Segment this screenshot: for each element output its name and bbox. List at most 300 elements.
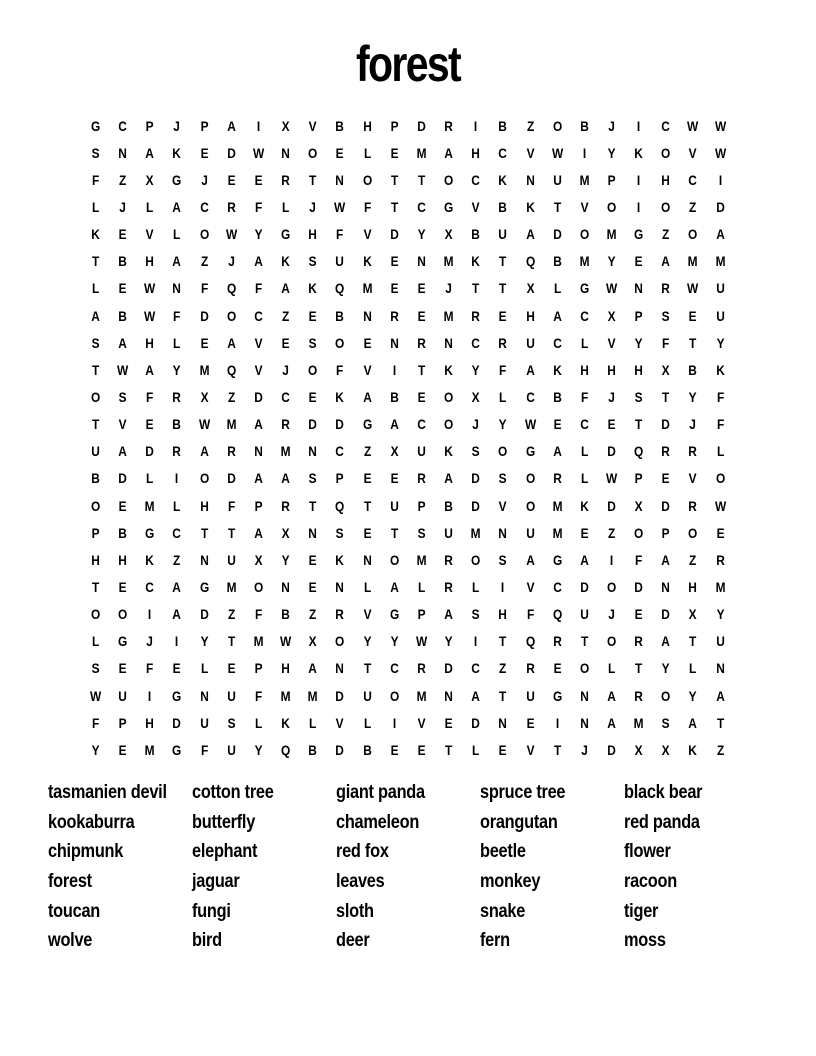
grid-letter: W (687, 117, 699, 134)
grid-letter: G (579, 280, 590, 297)
grid-letter: A (525, 361, 535, 378)
grid-letter: D (580, 578, 589, 595)
grid-letter: T (499, 633, 507, 650)
word-list-row (48, 897, 768, 927)
grid-letter: L (254, 714, 263, 731)
grid-letter: E (498, 307, 507, 324)
grid-letter: V (526, 578, 535, 595)
grid-letter: D (471, 470, 481, 487)
grid-letter: A (580, 551, 589, 568)
grid-letter: A (661, 551, 671, 568)
grid-letter: S (471, 606, 480, 623)
grid-letter: X (281, 524, 290, 541)
grid-letter: W (551, 144, 563, 161)
grid-letter: H (580, 361, 589, 378)
grid-letter: Y (390, 633, 399, 650)
word-item: wolve (48, 930, 93, 952)
grid-letter: B (118, 307, 128, 324)
grid-letter: Y (689, 388, 697, 405)
grid-letter: D (335, 741, 345, 758)
grid-letter: T (635, 660, 643, 677)
grid-letter: R (417, 660, 426, 677)
grid-letter: U (525, 334, 535, 351)
grid-letter: X (471, 388, 480, 405)
grid-letter: Z (173, 551, 181, 568)
grid-letter: T (580, 633, 589, 650)
grid-letter: E (417, 388, 426, 405)
grid-letter: O (606, 633, 617, 650)
grid-letter: R (498, 334, 508, 351)
grid-letter: F (227, 497, 235, 514)
word-item: red panda (624, 811, 700, 833)
grid-letter: D (308, 416, 318, 433)
word-item: orangutan (480, 811, 558, 833)
grid-letter: M (470, 524, 481, 541)
grid-letter: A (552, 443, 562, 460)
grid-letter: V (363, 226, 372, 243)
grid-row (82, 546, 734, 573)
grid-letter: T (390, 524, 398, 541)
grid-letter: L (173, 226, 181, 243)
grid-letter: H (661, 171, 671, 188)
grid-letter: D (227, 470, 236, 487)
grid-letter: I (637, 171, 641, 188)
grid-letter: S (227, 714, 236, 731)
word-item: black bear (624, 781, 703, 803)
grid-letter: K (281, 253, 290, 270)
grid-letter: E (689, 307, 697, 324)
grid-letter: L (553, 280, 561, 297)
grid-letter: E (200, 334, 209, 351)
word-item: tiger (624, 900, 659, 922)
grid-letter: A (254, 416, 263, 433)
grid-letter: O (525, 497, 535, 514)
grid-letter: L (91, 280, 100, 297)
grid-letter: P (200, 117, 209, 134)
grid-letter: L (607, 660, 616, 677)
grid-letter: O (634, 524, 644, 541)
grid-letter: R (688, 497, 698, 514)
grid-letter: G (362, 416, 372, 433)
grid-letter: C (471, 334, 481, 351)
grid-letter: O (688, 524, 698, 541)
grid-letter: E (390, 253, 399, 270)
grid-letter: A (227, 117, 236, 134)
grid-letter: Q (281, 741, 291, 758)
grid-letter: N (254, 443, 263, 460)
grid-letter: F (146, 660, 154, 677)
grid-letter: I (148, 687, 152, 704)
grid-letter: E (145, 416, 154, 433)
grid-letter: O (552, 117, 562, 134)
grid-letter: Q (634, 443, 644, 460)
grid-letter: Z (363, 443, 371, 460)
grid-letter: D (118, 470, 128, 487)
grid-letter: Q (552, 606, 562, 623)
grid-letter: I (582, 144, 587, 161)
grid-letter: V (336, 714, 344, 731)
grid-letter: O (661, 144, 671, 161)
grid-letter: W (714, 497, 726, 514)
grid-letter: J (445, 280, 452, 297)
grid-letter: W (687, 280, 699, 297)
grid-letter: T (553, 741, 561, 758)
grid-letter: K (444, 361, 453, 378)
grid-letter: F (254, 198, 263, 215)
grid-letter: B (498, 198, 508, 215)
grid-letter: X (634, 741, 643, 758)
grid-letter: H (688, 578, 698, 595)
grid-letter: X (444, 226, 453, 243)
grid-letter: S (471, 443, 480, 460)
grid-letter: F (91, 171, 100, 188)
grid-letter: Y (91, 741, 100, 758)
grid-letter: G (525, 443, 535, 460)
grid-letter: D (471, 497, 481, 514)
grid-letter: D (254, 388, 263, 405)
grid-letter: X (281, 117, 290, 134)
grid-letter: P (390, 117, 399, 134)
grid-letter: C (525, 388, 535, 405)
grid-letter: A (172, 253, 182, 270)
grid-letter: D (607, 443, 616, 460)
grid-letter: C (552, 334, 562, 351)
grid-letter: H (118, 551, 128, 568)
grid-letter: F (146, 388, 154, 405)
grid-letter: M (688, 253, 698, 270)
grid-letter: O (525, 470, 535, 487)
grid-letter: V (580, 198, 589, 215)
grid-letter: O (661, 687, 671, 704)
grid-letter: A (118, 443, 128, 460)
grid-letter: N (308, 524, 318, 541)
grid-letter: F (173, 307, 181, 324)
grid-letter: A (145, 144, 155, 161)
grid-letter: R (688, 443, 698, 460)
grid-letter: N (444, 687, 453, 704)
grid-letter: Y (281, 551, 290, 568)
grid-letter: T (363, 660, 371, 677)
grid-letter: P (254, 497, 263, 514)
grid-letter: E (227, 171, 236, 188)
grid-letter: Z (689, 551, 697, 568)
grid-letter: F (363, 198, 371, 215)
grid-letter: S (118, 388, 127, 405)
word-item: butterfly (192, 811, 256, 833)
grid-letter: H (199, 497, 209, 514)
word-list-row (48, 837, 768, 867)
grid-letter: D (227, 144, 236, 161)
grid-row (82, 465, 734, 492)
grid-letter: N (498, 524, 508, 541)
grid-letter: F (200, 280, 208, 297)
grid-letter: F (91, 714, 100, 731)
grid-letter: E (526, 714, 535, 731)
grid-row (82, 438, 734, 465)
grid-letter: G (145, 524, 155, 541)
grid-letter: B (552, 253, 562, 270)
grid-letter: E (661, 470, 670, 487)
grid-letter: H (471, 144, 481, 161)
grid-letter: O (118, 606, 128, 623)
grid-letter: N (335, 660, 345, 677)
grid-letter: L (146, 198, 154, 215)
grid-letter: O (253, 578, 264, 595)
grid-letter: G (172, 171, 182, 188)
grid-letter: I (609, 551, 614, 568)
grid-letter: F (716, 388, 724, 405)
grid-letter: E (308, 551, 317, 568)
grid-letter: E (607, 416, 616, 433)
grid-letter: V (363, 361, 372, 378)
grid-letter: L (91, 198, 100, 215)
grid-letter: O (308, 361, 318, 378)
word-item: chipmunk (48, 841, 124, 863)
grid-letter: Z (227, 606, 235, 623)
grid-letter: P (634, 470, 643, 487)
grid-letter: R (172, 443, 182, 460)
grid-letter: A (525, 551, 535, 568)
grid-letter: F (336, 361, 344, 378)
grid-letter: O (199, 470, 209, 487)
grid-letter: A (254, 470, 263, 487)
grid-letter: P (634, 307, 643, 324)
grid-letter: D (661, 416, 671, 433)
grid-letter: Z (716, 741, 724, 758)
grid-letter: E (200, 144, 209, 161)
grid-row (82, 248, 734, 275)
grid-letter: S (417, 524, 426, 541)
grid-letter: Y (471, 361, 480, 378)
grid-letter: V (145, 226, 154, 243)
grid-letter: D (715, 198, 725, 215)
grid-letter: V (254, 361, 263, 378)
grid-letter: R (552, 633, 562, 650)
grid-letter: O (335, 334, 345, 351)
grid-letter: I (637, 198, 641, 215)
grid-letter: S (308, 470, 317, 487)
grid-letter: L (472, 578, 480, 595)
grid-row (82, 736, 734, 763)
grid-letter: S (308, 334, 317, 351)
grid-letter: P (91, 524, 100, 541)
grid-letter: Z (662, 226, 670, 243)
grid-letter: A (661, 253, 671, 270)
grid-letter: B (91, 470, 100, 487)
grid-letter: H (498, 606, 508, 623)
grid-letter: L (363, 144, 371, 161)
grid-letter: S (336, 524, 344, 541)
grid-letter: D (444, 660, 453, 677)
grid-letter: J (608, 117, 615, 134)
grid-letter: R (444, 117, 453, 134)
grid-letter: T (309, 497, 317, 514)
grid-letter: O (90, 606, 101, 623)
grid-letter: Q (226, 361, 236, 378)
grid-letter: V (363, 606, 372, 623)
grid-letter: P (145, 117, 154, 134)
grid-letter: K (145, 551, 155, 568)
grid-letter: N (580, 687, 589, 704)
word-item: bird (192, 930, 222, 952)
grid-letter: L (417, 578, 426, 595)
grid-row (82, 112, 734, 139)
grid-letter: S (91, 334, 100, 351)
grid-letter: P (607, 171, 616, 188)
grid-letter: B (335, 307, 345, 324)
grid-letter: A (607, 714, 616, 731)
grid-letter: C (389, 660, 399, 677)
word-list-row (48, 867, 768, 897)
word-item: flower (624, 841, 671, 863)
grid-letter: K (552, 361, 562, 378)
word-item: red fox (336, 841, 389, 863)
grid-letter: X (634, 497, 643, 514)
grid-letter: Y (716, 606, 725, 623)
grid-row (82, 709, 734, 736)
grid-letter: E (498, 741, 507, 758)
grid-letter: A (688, 714, 698, 731)
grid-letter: U (552, 171, 562, 188)
grid-letter: D (335, 687, 345, 704)
grid-letter: L (282, 198, 290, 215)
grid-letter: E (390, 470, 399, 487)
grid-letter: C (661, 117, 671, 134)
grid-letter: W (198, 416, 210, 433)
grid-letter: H (362, 117, 372, 134)
grid-letter: N (172, 280, 182, 297)
grid-letter: Y (444, 633, 453, 650)
grid-letter: M (362, 280, 373, 297)
grid-letter: M (715, 578, 726, 595)
grid-letter: T (635, 416, 643, 433)
grid-letter: H (145, 714, 155, 731)
grid-letter: F (635, 551, 643, 568)
grid-letter: H (525, 307, 535, 324)
grid-letter: T (91, 416, 100, 433)
grid-letter: W (334, 198, 346, 215)
grid-letter: O (443, 171, 454, 188)
grid-letter: W (714, 144, 726, 161)
grid-letter: T (499, 253, 507, 270)
grid-letter: S (308, 253, 317, 270)
grid-letter: R (661, 280, 671, 297)
grid-letter: J (119, 198, 127, 215)
grid-letter: M (226, 578, 237, 595)
grid-letter: P (417, 606, 426, 623)
grid-letter: M (226, 416, 237, 433)
grid-letter: E (118, 497, 127, 514)
grid-letter: G (199, 578, 209, 595)
grid-letter: X (145, 171, 154, 188)
grid-letter: K (91, 226, 100, 243)
grid-letter: W (605, 470, 618, 487)
grid-letter: A (552, 307, 562, 324)
grid-letter: X (661, 361, 670, 378)
grid-letter: Y (634, 334, 643, 351)
grid-letter: G (552, 687, 562, 704)
grid-letter: O (661, 198, 671, 215)
grid-letter: A (172, 198, 182, 215)
grid-letter: O (199, 226, 209, 243)
grid-letter: N (281, 578, 290, 595)
grid-letter: K (525, 198, 535, 215)
grid-letter: K (362, 253, 372, 270)
grid-letter: L (716, 443, 724, 460)
word-list-row (48, 778, 768, 808)
grid-letter: A (444, 144, 453, 161)
grid-letter: E (308, 578, 317, 595)
grid-letter: R (634, 687, 644, 704)
grid-letter: F (716, 416, 724, 433)
grid-letter: A (281, 470, 290, 487)
grid-letter: P (254, 660, 263, 677)
grid-letter: T (309, 171, 317, 188)
grid-letter: R (227, 198, 236, 215)
grid-letter: M (443, 307, 454, 324)
grid-letter: A (118, 334, 128, 351)
grid-letter: A (254, 253, 263, 270)
grid-letter: Y (363, 633, 372, 650)
grid-letter: I (256, 117, 261, 134)
grid-letter: G (281, 226, 291, 243)
grid-letter: W (605, 280, 618, 297)
grid-letter: M (144, 741, 155, 758)
grid-letter: M (715, 253, 726, 270)
grid-letter: C (580, 416, 589, 433)
grid-letter: W (252, 144, 265, 161)
grid-letter: T (363, 497, 371, 514)
grid-letter: K (335, 551, 345, 568)
grid-letter: R (634, 633, 644, 650)
grid-letter: E (254, 171, 263, 188)
grid-letter: A (281, 280, 290, 297)
grid-letter: E (417, 741, 426, 758)
word-item: monkey (480, 870, 541, 892)
grid-letter: F (662, 334, 670, 351)
grid-letter: C (688, 171, 698, 188)
grid-letter: Y (498, 416, 507, 433)
grid-letter: A (389, 416, 399, 433)
grid-letter: U (227, 687, 236, 704)
grid-letter: A (172, 578, 182, 595)
grid-letter: S (661, 714, 670, 731)
page-title: forest (355, 36, 461, 92)
letter-grid (82, 112, 734, 763)
word-item: forest (48, 870, 92, 892)
grid-row (82, 193, 734, 220)
grid-letter: T (553, 198, 561, 215)
grid-letter: R (281, 416, 290, 433)
grid-letter: R (335, 606, 345, 623)
grid-letter: C (281, 388, 290, 405)
grid-row (82, 166, 734, 193)
grid-letter: A (444, 470, 453, 487)
grid-letter: U (389, 497, 399, 514)
grid-letter: D (199, 606, 209, 623)
grid-letter: A (308, 660, 318, 677)
grid-row (82, 411, 734, 438)
grid-letter: M (606, 226, 617, 243)
grid-letter: B (389, 388, 399, 405)
grid-letter: N (389, 334, 399, 351)
grid-letter: K (498, 171, 508, 188)
grid-letter: K (444, 443, 453, 460)
grid-letter: B (580, 117, 589, 134)
grid-letter: A (471, 687, 481, 704)
grid-letter: V (607, 334, 616, 351)
grid-letter: E (553, 416, 562, 433)
